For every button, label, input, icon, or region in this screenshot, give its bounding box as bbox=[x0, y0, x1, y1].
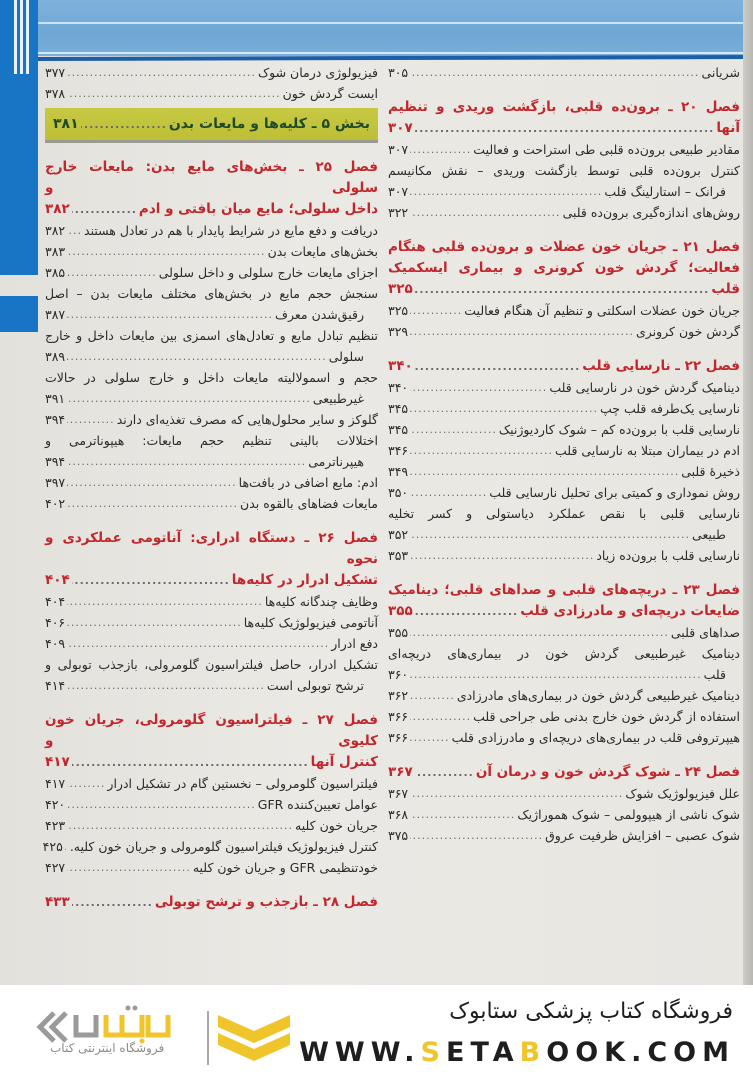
url-part: WWW. bbox=[299, 1037, 421, 1068]
page-number: ۳۰۷ bbox=[388, 120, 413, 136]
part-heading[interactable] bbox=[53, 114, 370, 135]
toc-entry[interactable] bbox=[388, 377, 740, 398]
toc-entry[interactable] bbox=[45, 262, 378, 283]
page-number: ۳۷۸ bbox=[45, 86, 66, 101]
entry-title: عوامل تعیین‌کننده GFR bbox=[257, 797, 378, 812]
chapter-heading[interactable] bbox=[388, 356, 740, 377]
entry-title: آناتومی فیزیولوژیک کلیه‌ها bbox=[243, 615, 378, 630]
dot-leader bbox=[67, 220, 82, 241]
toc-entry[interactable] bbox=[45, 62, 378, 83]
heading-line: دینامیک غیرطبیعی گردش خون در بیماری‌های دریچه‌ای bbox=[388, 646, 740, 661]
dot-leader bbox=[410, 685, 455, 706]
dot-leader bbox=[72, 892, 153, 913]
toc-entry[interactable] bbox=[388, 825, 740, 846]
url-part: OOK.COM bbox=[546, 1037, 735, 1068]
page-edge bbox=[743, 0, 753, 985]
entry-title: دریافت و دفع مایع در شرایط پایدار با هم در تعادل هستند bbox=[84, 223, 378, 238]
toc-entry[interactable] bbox=[388, 727, 740, 748]
heading-line: کنترل برون‌ده قلبی توسط بازگشت وریدی – نقش مکانیسم bbox=[388, 163, 740, 178]
toc-entry[interactable] bbox=[388, 440, 740, 461]
page-number: ۳۰۷ bbox=[388, 142, 409, 157]
dot-leader bbox=[410, 321, 634, 342]
page-number: ۳۶۶ bbox=[388, 730, 409, 745]
entry-title: گلوکز و سایر محلول‌هایی که مصرف تغذیه‌ای دارند bbox=[116, 412, 378, 427]
toc-entry-multiline[interactable] bbox=[45, 654, 378, 696]
page-number: ۳۵۵ bbox=[388, 625, 409, 640]
entry-title: فیلتراسیون گلومرولی – نخستین گام در تشکیل ادرار bbox=[107, 776, 378, 791]
page-number: ۳۹۴ bbox=[45, 412, 66, 427]
dot-leader bbox=[67, 388, 311, 409]
dot-leader bbox=[67, 451, 306, 472]
entry-title: نارسایی قلب با برون‌ده زیاد bbox=[596, 548, 740, 563]
entry-title: ادم در بیماران مبتلا به نارسایی قلب bbox=[555, 443, 740, 458]
dot-leader bbox=[67, 633, 329, 654]
entry-title: غیرطبیعی bbox=[312, 391, 364, 406]
entry-title: شوک ناشی از هیپوولمی – شوک هموراژیک bbox=[517, 807, 740, 822]
dot-leader bbox=[410, 706, 471, 727]
dot-leader bbox=[67, 241, 265, 262]
page-number: ۳۶۶ bbox=[388, 709, 409, 724]
page-number: ۳۶۲ bbox=[388, 688, 409, 703]
heading-last-line[interactable] bbox=[388, 181, 740, 202]
header-band bbox=[36, 0, 753, 56]
entry-title: روش نموداری و کمیتی برای تحلیل نارسایی قلب bbox=[489, 485, 740, 500]
entry-title: قلب bbox=[703, 667, 726, 682]
header-stripe bbox=[36, 22, 753, 24]
toc-entry[interactable] bbox=[388, 300, 740, 321]
dot-leader bbox=[415, 118, 715, 139]
entry-title: ضایعات دریچه‌ای و مادرزادی قلب bbox=[520, 603, 740, 619]
toc-entry[interactable] bbox=[45, 220, 378, 241]
entry-title: وظایف چندگانه کلیه‌ها bbox=[264, 594, 378, 609]
page-number: ۳۹۱ bbox=[45, 391, 66, 406]
entry-title: صداهای قلبی bbox=[670, 625, 740, 640]
page-number: ۳۵۲ bbox=[388, 527, 409, 542]
page-number: ۳۷۷ bbox=[45, 65, 66, 80]
dot-leader bbox=[67, 857, 191, 878]
toc-entry[interactable] bbox=[388, 202, 740, 223]
toc-column-right bbox=[388, 62, 740, 846]
spacer bbox=[388, 223, 740, 237]
dot-leader bbox=[410, 377, 547, 398]
chapter-heading[interactable] bbox=[45, 528, 378, 591]
page-number: ۴۱۷ bbox=[45, 754, 70, 770]
dot-leader bbox=[67, 83, 280, 104]
dot-leader bbox=[410, 300, 462, 321]
page-number: ۳۵۳ bbox=[388, 548, 409, 563]
page-number: ۳۰۷ bbox=[388, 184, 409, 199]
page-number: ۴۰۲ bbox=[45, 496, 66, 511]
page-number: ۴۲۷ bbox=[45, 860, 66, 875]
page-number: ۳۸۲ bbox=[45, 223, 66, 238]
page-number: ۳۸۳ bbox=[45, 244, 66, 259]
logo-divider bbox=[207, 1011, 209, 1065]
dot-leader bbox=[410, 482, 487, 503]
section-tab-lower bbox=[0, 296, 38, 332]
tab-line bbox=[14, 0, 17, 74]
heading-line: سنجش حجم مایع در بخش‌های مختلف مایعات بدن – اصل bbox=[45, 286, 378, 301]
entry-title: فصل ۲۸ ـ بازجذب و ترشح توبولی bbox=[154, 894, 378, 910]
heading-line: فصل ۲۳ ـ دریچه‌های قلبی و صداهای قلبی؛ دینامیک bbox=[388, 582, 740, 598]
chapter-heading[interactable] bbox=[388, 580, 740, 622]
page-number: ۳۶۰ bbox=[388, 667, 409, 682]
spacer bbox=[388, 566, 740, 580]
page-number: ۳۴۰ bbox=[388, 380, 409, 395]
tab-line bbox=[20, 0, 23, 74]
entry-title: طبیعی bbox=[692, 527, 726, 542]
dot-leader bbox=[65, 836, 68, 857]
dot-leader bbox=[410, 622, 669, 643]
section-tab bbox=[0, 0, 38, 275]
dot-leader bbox=[410, 181, 602, 202]
heading-last-line[interactable] bbox=[45, 346, 378, 367]
entry-title: بخش ۵ ـ کلیه‌ها و مایعات بدن bbox=[168, 116, 370, 132]
entry-title: کنترل فیزیولوژیک فیلتراسیون گلومرولی و جریان خون کلیه. bbox=[69, 839, 378, 854]
header-rule-thin bbox=[36, 52, 753, 54]
chapter-heading[interactable] bbox=[45, 892, 378, 913]
page-number: ۴۰۴ bbox=[45, 594, 66, 609]
part-heading-box[interactable] bbox=[45, 108, 378, 143]
dot-leader bbox=[410, 419, 497, 440]
page-number: ۳۲۵ bbox=[388, 303, 409, 318]
heading-line: فصل ۲۵ ـ بخش‌های مایع بدن: مایعات خارج سلولی و bbox=[45, 159, 378, 196]
dot-leader bbox=[67, 262, 157, 283]
dot-leader bbox=[67, 346, 327, 367]
toc-entry-multiline[interactable] bbox=[45, 430, 378, 472]
toc-column-left bbox=[42, 62, 378, 913]
dot-leader bbox=[410, 804, 515, 825]
entry-title: جریان خون کلیه bbox=[295, 818, 378, 833]
dot-leader bbox=[410, 202, 560, 223]
url-highlight: B bbox=[519, 1037, 547, 1068]
store-logo[interactable] bbox=[36, 1005, 296, 1069]
heading-last-line[interactable] bbox=[45, 675, 378, 696]
page-number: ۳۸۲ bbox=[45, 201, 70, 217]
dot-leader bbox=[410, 664, 701, 685]
dot-leader bbox=[67, 493, 238, 514]
toc-entry[interactable] bbox=[388, 321, 740, 342]
entry-title: هیپرناترمی bbox=[308, 454, 364, 469]
dot-leader bbox=[410, 727, 449, 748]
toc-entry[interactable] bbox=[45, 773, 378, 794]
entry-title: شوک عصبی – افزایش ظرفیت عروق bbox=[545, 828, 740, 843]
heading-line: فصل ۲۰ ـ برون‌ده قلبی، بازگشت وریدی و تنظیم bbox=[388, 99, 740, 115]
page-number: ۳۵۰ bbox=[388, 485, 409, 500]
toc-entry[interactable] bbox=[42, 836, 378, 857]
page-number: ۳۴۵ bbox=[388, 401, 409, 416]
toc-entry[interactable] bbox=[45, 612, 378, 633]
toc-entry[interactable] bbox=[45, 591, 378, 612]
toc-entry[interactable] bbox=[388, 419, 740, 440]
chapter-heading[interactable] bbox=[388, 237, 740, 300]
dot-leader bbox=[415, 601, 518, 622]
page-number: ۳۲۵ bbox=[388, 281, 413, 297]
heading-line: فصل ۲۱ ـ جریان خون عضلات و برون‌ده قلبی هنگام bbox=[388, 239, 740, 255]
toc-entry-multiline[interactable] bbox=[45, 367, 378, 409]
dot-leader bbox=[67, 815, 293, 836]
page-number: ۳۶۷ bbox=[388, 786, 409, 801]
entry-title: تشکیل ادرار در کلیه‌ها bbox=[231, 572, 378, 588]
dot-leader bbox=[67, 675, 265, 696]
page-number: ۳۰۵ bbox=[388, 65, 409, 80]
toc-entry[interactable] bbox=[45, 633, 378, 654]
heading-last-line[interactable] bbox=[45, 388, 378, 409]
entry-title: مایعات فضاهای بالقوه بدن bbox=[240, 496, 378, 511]
logo-mark-icon bbox=[36, 1005, 296, 1069]
spacer bbox=[45, 696, 378, 710]
heading-line: فعالیت؛ گردش خون کرونری و بیماری ایسکمیک bbox=[388, 260, 740, 276]
dot-leader bbox=[410, 524, 690, 545]
toc-entry[interactable] bbox=[45, 815, 378, 836]
chapter-heading[interactable] bbox=[388, 762, 740, 783]
dot-leader bbox=[72, 570, 230, 591]
page-number: ۳۸۷ bbox=[45, 307, 66, 322]
heading-last-line[interactable] bbox=[388, 524, 740, 545]
dot-leader bbox=[410, 825, 543, 846]
page-number: ۳۸۵ bbox=[45, 265, 66, 280]
toc-entry[interactable] bbox=[388, 706, 740, 727]
entry-title: رقیق‌شدن معرف bbox=[275, 307, 364, 322]
toc-entry[interactable] bbox=[388, 545, 740, 566]
toc-entry-multiline[interactable] bbox=[45, 283, 378, 325]
heading-line: فصل ۲۷ ـ فیلتراسیون گلومرولی، جریان خون کلیوی و bbox=[45, 712, 378, 749]
entry-title: فرانک – استارلینگ قلب bbox=[604, 184, 726, 199]
entry-title: ادم: مایع اضافی در بافت‌ها bbox=[238, 475, 378, 490]
spacer bbox=[388, 342, 740, 356]
page-number: ۳۹۷ bbox=[45, 475, 66, 490]
entry-title: جریان خون عضلات اسکلتی و تنظیم آن هنگام فعالیت bbox=[464, 303, 740, 318]
page-number: ۴۲۳ bbox=[45, 818, 66, 833]
heading-last-line[interactable] bbox=[388, 601, 740, 622]
spacer bbox=[388, 748, 740, 762]
page-number: ۴۱۴ bbox=[45, 678, 66, 693]
heading-last-line[interactable] bbox=[388, 118, 740, 139]
entry-title: فیزیولوژی درمان شوک bbox=[257, 65, 378, 80]
toc-entry[interactable] bbox=[388, 622, 740, 643]
toc-entry[interactable] bbox=[45, 857, 378, 878]
entry-title: ذخیرهٔ قلبی bbox=[681, 464, 740, 479]
dot-leader bbox=[67, 794, 256, 815]
dot-leader bbox=[67, 62, 256, 83]
chapter-heading[interactable] bbox=[388, 97, 740, 139]
page-number: ۳۲۹ bbox=[388, 324, 409, 339]
heading-line: اختلالات بالینی تنظیم حجم مایعات: هیپوناترمی و bbox=[45, 433, 378, 448]
logo-tagline: فروشگاه اینترنتی کتاب bbox=[50, 1041, 165, 1055]
dot-leader bbox=[67, 612, 242, 633]
dot-leader bbox=[410, 440, 553, 461]
toc-entry[interactable] bbox=[388, 62, 740, 83]
page-number: ۳۴۹ bbox=[388, 464, 409, 479]
heading-line: نارسایی قلبی با نقص عملکرد دیاستولی و کسر تخلیه bbox=[388, 506, 740, 521]
toc-entry[interactable] bbox=[388, 685, 740, 706]
toc-entry[interactable] bbox=[388, 461, 740, 482]
toc-entry[interactable] bbox=[388, 783, 740, 804]
entry-title: کنترل آنها bbox=[310, 754, 378, 770]
heading-last-line[interactable] bbox=[388, 279, 740, 300]
dot-leader bbox=[410, 783, 623, 804]
heading-last-line[interactable] bbox=[388, 664, 740, 685]
entry-title: نارسایی یک‌طرفه قلب چپ bbox=[599, 401, 740, 416]
toc-entry[interactable] bbox=[388, 398, 740, 419]
page-number: ۳۹۴ bbox=[45, 454, 66, 469]
page-number: ۳۲۲ bbox=[388, 205, 409, 220]
entry-title: مقادیر طبیعی برون‌ده قلبی طی استراحت و فعالیت bbox=[473, 142, 740, 157]
url-highlight: S bbox=[420, 1037, 446, 1068]
dot-leader bbox=[67, 409, 115, 430]
page-number: ۴۳۳ bbox=[45, 894, 70, 910]
header-rule bbox=[36, 55, 753, 61]
toc-entry[interactable] bbox=[45, 493, 378, 514]
dot-leader bbox=[410, 139, 471, 160]
entry-title: سلولی bbox=[328, 349, 364, 364]
entry-title: شریانی bbox=[701, 65, 740, 80]
entry-title: روش‌های اندازه‌گیری برون‌ده قلبی bbox=[562, 205, 740, 220]
store-url[interactable] bbox=[299, 1037, 735, 1068]
tab-line bbox=[26, 0, 29, 74]
toc-entry-multiline[interactable] bbox=[388, 643, 740, 685]
toc-entry[interactable] bbox=[45, 794, 378, 815]
entry-title: فصل ۲۲ ـ نارسایی قلب bbox=[582, 358, 740, 374]
heading-last-line[interactable] bbox=[45, 199, 378, 220]
heading-last-line[interactable] bbox=[45, 752, 378, 773]
chapter-heading[interactable] bbox=[45, 157, 378, 220]
dot-leader bbox=[67, 591, 263, 612]
dot-leader bbox=[410, 461, 679, 482]
toc-entry[interactable] bbox=[388, 139, 740, 160]
page-number: ۳۸۱ bbox=[53, 116, 79, 132]
chapter-heading[interactable] bbox=[45, 710, 378, 773]
dot-leader bbox=[410, 398, 598, 419]
entry-title: دفع ادرار bbox=[331, 636, 378, 651]
dot-leader bbox=[415, 279, 710, 300]
page-number: ۳۴۶ bbox=[388, 443, 409, 458]
entry-title: ترشح توبولی است bbox=[266, 678, 364, 693]
heading-last-line[interactable] bbox=[45, 451, 378, 472]
heading-line: فصل ۲۶ ـ دستگاه ادراری: آناتومی عملکردی و نحوه bbox=[45, 530, 378, 567]
entry-title: آنها bbox=[716, 120, 740, 136]
page-number: ۳۸۹ bbox=[45, 349, 66, 364]
dot-leader bbox=[415, 356, 581, 377]
dot-leader bbox=[410, 62, 699, 83]
dot-leader bbox=[67, 773, 105, 794]
page-number: ۴۲۵ bbox=[42, 839, 63, 854]
spacer bbox=[45, 514, 378, 528]
page-number: ۴۲۰ bbox=[45, 797, 66, 812]
page-number: ۳۶۷ bbox=[388, 764, 413, 780]
toc-entry[interactable] bbox=[45, 241, 378, 262]
page-number: ۴۱۷ bbox=[45, 776, 66, 791]
url-part: ETA bbox=[446, 1037, 520, 1068]
dot-leader bbox=[67, 472, 236, 493]
page-number: ۴۰۹ bbox=[45, 636, 66, 651]
spacer bbox=[388, 83, 740, 97]
heading-last-line[interactable] bbox=[45, 304, 378, 325]
entry-title: هیپرتروفی قلب در بیماری‌های دریچه‌ای و مادرزادی قلب bbox=[451, 730, 740, 745]
entry-title: اجزای مایعات خارج سلولی و داخل سلولی bbox=[158, 265, 378, 280]
dot-leader bbox=[72, 199, 137, 220]
entry-title: استفاده از گردش خون خارج بدنی طی جراحی قلب bbox=[473, 709, 740, 724]
heading-last-line[interactable] bbox=[45, 570, 378, 591]
entry-title: قلب bbox=[711, 281, 740, 297]
dot-leader bbox=[410, 545, 594, 566]
heading-line: تنظیم تبادل مایع و تعادل‌های اسمزی بین مایعات داخل و خارج bbox=[45, 328, 378, 343]
toc-entry[interactable] bbox=[45, 83, 378, 104]
entry-title: علل فیزیولوژیک شوک bbox=[625, 786, 740, 801]
store-banner bbox=[0, 985, 753, 1079]
page-number: ۳۵۵ bbox=[388, 603, 413, 619]
heading-line: حجم و اسمولالیته مایعات داخل و خارج سلولی در حالات bbox=[45, 370, 378, 385]
entry-title: نارسایی قلب با برون‌ده کم – شوک کاردیوژنیک bbox=[498, 422, 740, 437]
entry-title: ایست گردش خون bbox=[282, 86, 378, 101]
heading-line: تشکیل ادرار، حاصل فیلتراسیون گلومرولی، بازجذب توبولی و bbox=[45, 657, 378, 672]
entry-title: دینامیک گردش خون در نارسایی قلب bbox=[549, 380, 740, 395]
toc-entry[interactable] bbox=[388, 804, 740, 825]
toc-entry-multiline[interactable] bbox=[388, 503, 740, 545]
toc-entry-multiline[interactable] bbox=[388, 160, 740, 202]
entry-title: داخل سلولی؛ مایع میان بافتی و ادم bbox=[138, 201, 378, 217]
entry-title: بخش‌های مایعات بدن bbox=[267, 244, 378, 259]
page-number: ۳۷۵ bbox=[388, 828, 409, 843]
toc-entry-multiline[interactable] bbox=[45, 325, 378, 367]
page-number: ۴۰۶ bbox=[45, 615, 66, 630]
store-name: فروشگاه کتاب پزشکی ستابوک bbox=[449, 999, 733, 1024]
dot-leader bbox=[415, 762, 474, 783]
dot-leader bbox=[67, 304, 273, 325]
toc-entry[interactable] bbox=[388, 482, 740, 503]
entry-title: خودتنظیمی GFR و جریان خون کلیه bbox=[192, 860, 378, 875]
spacer bbox=[45, 143, 378, 157]
spacer bbox=[45, 878, 378, 892]
entry-title: گردش خون کرونری bbox=[635, 324, 740, 339]
page-number: ۳۶۸ bbox=[388, 807, 409, 822]
entry-title: دینامیک غیرطبیعی گردش خون در بیماری‌های مادرزادی bbox=[456, 688, 740, 703]
page-number: ۴۰۴ bbox=[45, 572, 70, 588]
page-number: ۳۴۵ bbox=[388, 422, 409, 437]
dot-leader bbox=[72, 752, 309, 773]
toc-entry[interactable] bbox=[45, 472, 378, 493]
entry-title: فصل ۲۴ ـ شوک گردش خون و درمان آن bbox=[475, 764, 740, 780]
page-number: ۳۴۰ bbox=[388, 358, 413, 374]
toc-entry[interactable] bbox=[45, 409, 378, 430]
dot-leader bbox=[81, 114, 167, 135]
